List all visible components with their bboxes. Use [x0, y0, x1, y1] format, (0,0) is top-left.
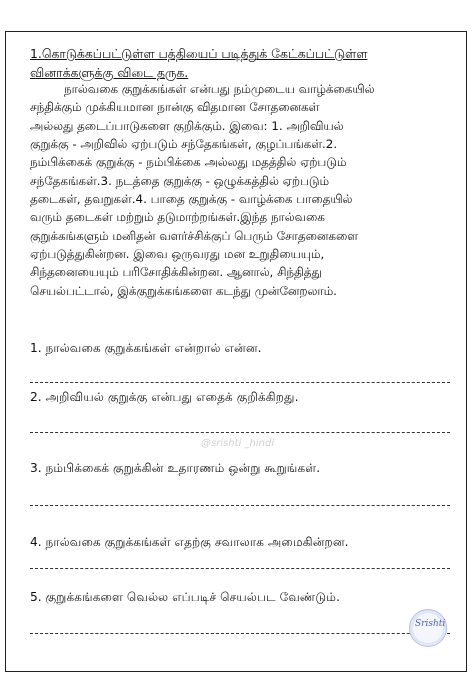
- answer-line-1[interactable]: [30, 382, 450, 383]
- passage-line: சந்தேகங்கள்.3. நடத்தை குறுக்கு - ஒழுக்கத்தில் ஏற்படும்: [30, 173, 330, 188]
- question-2: 2. அறிவியல் குறுக்கு என்பது எதைக் குறிக்கிறது.: [30, 390, 299, 404]
- heading-line-1: 1.கொடுக்கப்பட்டுள்ள பத்தியைப் படித்துக் கேட்கப்பட்டுள்ள: [30, 46, 368, 61]
- instruction-heading: [30, 44, 460, 82]
- reading-passage: [30, 80, 460, 300]
- passage-line: குறுக்கங்களும் மனிதன் வளர்ச்சிக்குப் பெரும் சோதனைகளை: [30, 228, 358, 243]
- answer-line-4[interactable]: [30, 568, 450, 569]
- brand-logo: [409, 609, 447, 647]
- question-4: 4. நால்வகை குறுக்கங்கள் எதற்கு சவாலாக அமைகின்றன.: [30, 535, 349, 549]
- watermark-text: @srishti _hindi: [201, 438, 275, 449]
- passage-line: வரும் தடைகள் மற்றும் தடுமாற்றங்கள்.இந்த நால்வகை: [30, 210, 325, 225]
- passage-line: அல்லது தடைப்பாடுகளை குறிக்கும். இவை: 1. அறிவியல்: [30, 118, 344, 133]
- question-3: 3. நம்பிக்கைக் குறுக்கின் உதாரணம் ஒன்று கூறுங்கள்.: [30, 461, 321, 475]
- question-1: 1. நால்வகை குறுக்கங்கள் என்றால் என்ன.: [30, 341, 262, 355]
- passage-line: நம்பிக்கைக் குறுக்கு - நம்பிக்கை அல்லது மதத்தில் ஏற்படும்: [30, 155, 347, 170]
- passage-line: சந்திக்கும் முக்கியமான நான்கு விதமான சோதனைகள்: [30, 100, 320, 115]
- passage-line: சிந்தனையையும் பரிசோதிக்கின்றன. ஆனால், சிந்தித்து: [30, 265, 322, 280]
- passage-line: குறுக்கு - அறிவில் ஏற்படும் சந்தேகங்கள், குழப்பங்கள்.2.: [30, 137, 338, 152]
- passage-line: நால்வகை குறுக்கங்கள் என்பது நம்முடைய வாழ்க்கையில்: [64, 82, 375, 96]
- passage-line: தடைகள், தவறுகள்.4. பாதை குறுக்கு - வாழ்க்கை பாதையில்: [30, 192, 353, 207]
- question-5: 5. குறுக்கங்களை வெல்ல எப்படிச் செயல்பட வேண்டும்.: [30, 590, 340, 604]
- heading-line-2: வினாக்களுக்கு விடை தருக.: [30, 65, 189, 80]
- answer-line-3[interactable]: [30, 505, 450, 506]
- answer-line-2[interactable]: [30, 432, 450, 433]
- logo-text: Srishti: [415, 619, 446, 629]
- passage-line: செயல்பட்டால், இக்குறுக்கங்களை கடந்து முன்னேறலாம்.: [30, 283, 337, 298]
- answer-line-5[interactable]: [30, 633, 450, 634]
- passage-line: ஏற்படுத்துகின்றன. இவை ஒருவரது மன உறுதியையும்,: [30, 247, 325, 262]
